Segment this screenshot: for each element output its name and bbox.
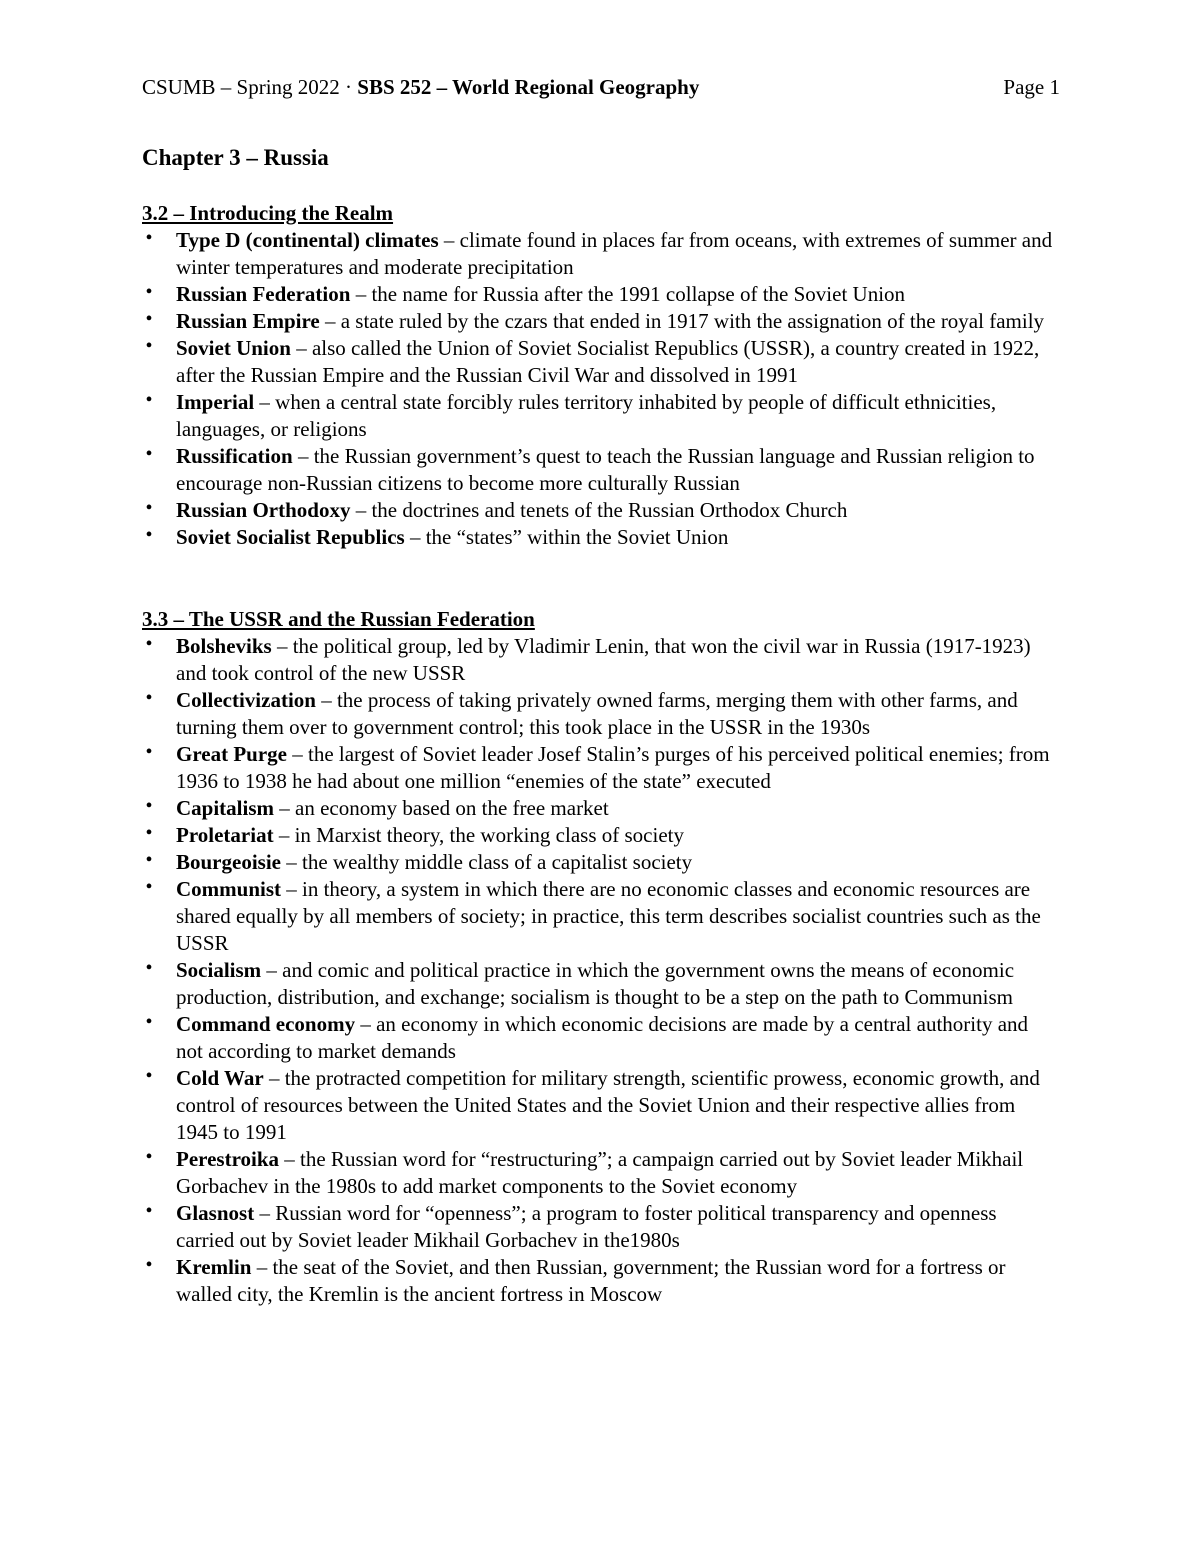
term-name: Russian Federation — [176, 282, 351, 306]
bullet-icon: • — [145, 687, 153, 709]
term-list — [142, 633, 1060, 1308]
list-item — [142, 335, 1060, 389]
bullet-icon: • — [145, 1200, 153, 1222]
header-course-title: SBS 252 – World Regional Geography — [357, 75, 700, 99]
term-definition: – and comic and political practice in which the government owns the means of economic production, distribution, and exchange; socialism is thought to be a step on the path to Communism — [176, 958, 1015, 1009]
term-definition: – also called the Union of Soviet Socialist Republics (USSR), a country created in 1922, after the Russian Empire and the Russian Civil War and dissolved in 1991 — [176, 336, 1040, 387]
term-name: Capitalism — [176, 796, 275, 820]
bullet-icon: • — [145, 741, 153, 763]
list-item — [142, 1254, 1060, 1308]
bullet-icon: • — [145, 227, 153, 249]
term-name: Great Purge — [176, 742, 287, 766]
section-ussr-and-russian-federation — [142, 606, 1060, 1308]
bullet-icon: • — [145, 308, 153, 330]
list-item — [142, 957, 1060, 1011]
chapter-title: Chapter 3 – Russia — [142, 145, 329, 170]
bullet-icon: • — [145, 633, 153, 655]
list-item — [142, 1011, 1060, 1065]
section-heading: 3.2 – Introducing the Realm — [142, 201, 394, 225]
term-definition: – the name for Russia after the 1991 collapse of the Soviet Union — [350, 282, 906, 306]
term-name: Imperial — [176, 390, 255, 414]
list-item — [142, 1146, 1060, 1200]
term-name: Soviet Union — [176, 336, 291, 360]
bullet-icon: • — [145, 524, 153, 546]
list-item — [142, 389, 1060, 443]
term-definition: – the Russian government’s quest to teach the Russian language and Russian religion to encourage non-Russian citizens to become more culturally Russian — [176, 444, 1035, 495]
list-item — [142, 795, 1060, 822]
bullet-icon: • — [145, 335, 153, 357]
term-definition: – the Russian word for “restructuring”; a campaign carried out by Soviet leader Mikhail Gorbachev in the 1980s to add market components to the Soviet economy — [176, 1147, 1024, 1198]
term-name: Communist — [176, 877, 282, 901]
list-item — [142, 497, 1060, 524]
term-name: Command economy — [176, 1012, 356, 1036]
term-name: Russian Orthodoxy — [176, 498, 351, 522]
bullet-icon: • — [145, 389, 153, 411]
term-definition: – in Marxist theory, the working class of society — [273, 823, 684, 847]
bullet-icon: • — [145, 281, 153, 303]
term-definition: – the protracted competition for military strength, scientific prowess, economic growth, and control of resources between the United States and the Soviet Union and their respective allies from 1945 to 1991 — [176, 1066, 1040, 1144]
term-definition: – the seat of the Soviet, and then Russian, government; the Russian word for a fortress or walled city, the Kremlin is the ancient fortress in Moscow — [176, 1255, 1006, 1306]
list-item — [142, 308, 1060, 335]
list-item — [142, 876, 1060, 957]
bullet-icon: • — [145, 1254, 153, 1276]
list-item — [142, 687, 1060, 741]
list-item — [142, 633, 1060, 687]
term-name: Perestroika — [176, 1147, 280, 1171]
bullet-icon: • — [145, 822, 153, 844]
term-definition: – an economy based on the free market — [274, 796, 609, 820]
term-name: Kremlin — [176, 1255, 252, 1279]
bullet-icon: • — [145, 497, 153, 519]
bullet-icon: • — [145, 1146, 153, 1168]
bullet-icon: • — [145, 1065, 153, 1087]
header-term: CSUMB – Spring 2022 · — [142, 75, 358, 99]
list-item — [142, 741, 1060, 795]
section-introducing-the-realm — [142, 200, 1060, 551]
section-heading: 3.3 – The USSR and the Russian Federation — [142, 607, 535, 631]
term-definition: – the political group, led by Vladimir Lenin, that won the civil war in Russia (1917-1923) and took control of the new USSR — [176, 634, 1031, 685]
term-name: Cold War — [176, 1066, 264, 1090]
term-name: Collectivization — [176, 688, 316, 712]
term-name: Russian Empire — [176, 309, 320, 333]
bullet-icon: • — [145, 795, 153, 817]
list-item — [142, 1200, 1060, 1254]
term-definition: – Russian word for “openness”; a program to foster political transparency and openness carried out by Soviet leader Mikhail Gorbachev in the1980s — [176, 1201, 997, 1252]
page-header — [142, 72, 1060, 102]
header-page-number: Page 1 — [1003, 75, 1060, 99]
term-definition: – when a central state forcibly rules territory inhabited by people of difficult ethnicities, languages, or religions — [176, 390, 997, 441]
term-definition: – an economy in which economic decisions are made by a central authority and not according to market demands — [176, 1012, 1029, 1063]
list-item — [142, 822, 1060, 849]
list-item — [142, 524, 1060, 551]
list-item — [142, 227, 1060, 281]
list-item — [142, 281, 1060, 308]
term-list — [142, 227, 1060, 551]
term-name: Proletariat — [176, 823, 274, 847]
term-name: Type D (continental) climates — [176, 228, 439, 252]
term-name: Glasnost — [176, 1201, 255, 1225]
bullet-icon: • — [145, 1011, 153, 1033]
term-definition: – the process of taking privately owned farms, merging them with other farms, and turning them over to government control; this took place in the USSR in the 1930s — [176, 688, 1018, 739]
header-course-info — [142, 72, 699, 102]
bullet-icon: • — [145, 849, 153, 871]
term-definition: – the doctrines and tenets of the Russian Orthodox Church — [350, 498, 848, 522]
term-definition: – the “states” within the Soviet Union — [404, 525, 729, 549]
list-item — [142, 443, 1060, 497]
list-item — [142, 1065, 1060, 1146]
term-definition: – a state ruled by the czars that ended in 1917 with the assignation of the royal family — [319, 309, 1045, 333]
bullet-icon: • — [145, 876, 153, 898]
term-name: Russification — [176, 444, 293, 468]
bullet-icon: • — [145, 957, 153, 979]
term-name: Socialism — [176, 958, 262, 982]
term-definition: – the largest of Soviet leader Josef Stalin’s purges of his perceived political enemies; from 1936 to 1938 he had about one million “enemies of the state” executed — [176, 742, 1050, 793]
term-name: Bourgeoisie — [176, 850, 281, 874]
term-definition: – in theory, a system in which there are no economic classes and economic resources are shared equally by all members of society; in practice, this term describes socialist countries such as the USSR — [176, 877, 1041, 955]
term-name: Bolsheviks — [176, 634, 272, 658]
list-item — [142, 849, 1060, 876]
term-definition: – the wealthy middle class of a capitalist society — [281, 850, 693, 874]
term-name: Soviet Socialist Republics — [176, 525, 405, 549]
term-definition: – climate found in places far from oceans, with extremes of summer and winter temperatures and moderate precipitation — [176, 228, 1053, 279]
bullet-icon: • — [145, 443, 153, 465]
